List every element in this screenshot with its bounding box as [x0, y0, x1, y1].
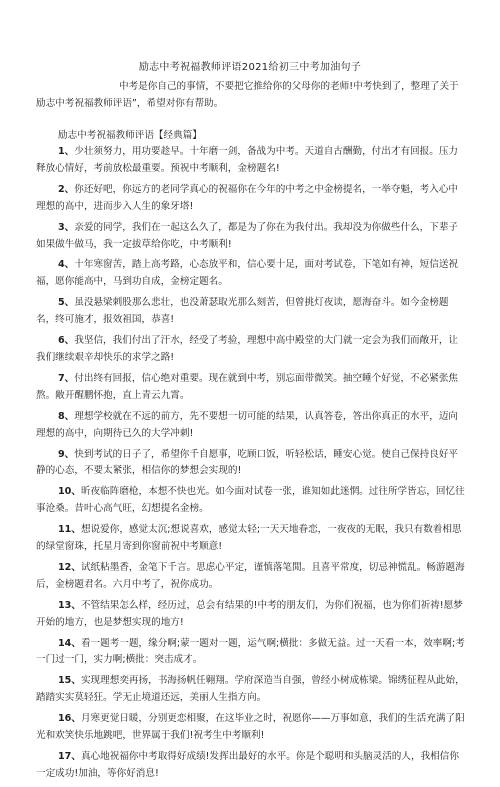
item-number: 17、 — [58, 751, 81, 762]
list-item — [36, 711, 466, 745]
item-number: 15、 — [58, 675, 81, 687]
item-text: 理想学校就在不远的前方，先不要想一切可能的结果，认真答卷，答出你真正的水平，迈向理想的高中，向期待已久的大学冲刺! — [36, 410, 459, 439]
item-number: 6、 — [58, 335, 75, 347]
list-item — [36, 447, 466, 481]
list-item — [36, 371, 466, 405]
item-text: 看一题考一题，缘分啊;蒙一题对一题，运气啊;横批：多做无益。过一天看一本，效率啊;考一门过一门，实力啊;横批：突击成才。 — [36, 637, 465, 666]
list-item — [36, 636, 466, 670]
list-item — [36, 333, 466, 367]
item-text: 实现理想奕再扬，书海扬帆任翱翔。学府深造当自强，曾经小树成栋梁。锦绣征程从此始，踏踏实实莫轻狂。学无止境道还远，美丽人生指方向。 — [36, 675, 465, 704]
item-number: 1、 — [58, 146, 75, 157]
item-number: 10、 — [58, 486, 81, 498]
document-title: 励志中考祝福教师评语2021给初三中考加油句子 — [138, 62, 362, 73]
list-item — [36, 560, 466, 594]
item-number: 13、 — [58, 599, 81, 611]
item-number: 7、 — [58, 372, 75, 384]
blessing-list — [36, 144, 466, 787]
list-item — [36, 182, 466, 216]
item-number: 11、 — [58, 524, 81, 536]
list-item — [36, 220, 466, 254]
item-number: 3、 — [58, 221, 75, 233]
list-item — [36, 522, 466, 556]
item-text: 你还好吧，你远方的老同学真心的祝福你在今年的中考之中金榜提名，一举夺魁，考入心中理想的高中，进而步入人生的象牙塔! — [36, 183, 459, 212]
list-item — [36, 484, 466, 518]
item-number: 14、 — [58, 637, 81, 649]
item-text: 试纸粘墨香，金笔下千言。思虑心平定，谨慎落笔閒。且喜平常度，切忌神慌乱。畅游题海后，金榜题君名。六月中考了，祝你成功。 — [36, 561, 465, 590]
item-text: 不管结果怎么样，经历过，总会有结果的!中考的朋友们，为你们祝福，也为你们祈祷!愿梦开始的地方，也是梦想实现的地方! — [36, 599, 463, 628]
item-text: 月寒更觉日暖，分别更恋相聚，在这毕业之时，祝愿你——万事如意，我们的生活充满了阳光和欢笑快乐地跳吧，世界属于我们!祝考生中考顺利! — [36, 713, 465, 742]
item-number: 2、 — [58, 183, 75, 195]
list-item — [36, 295, 466, 329]
list-item — [36, 673, 466, 707]
item-text: 少壮须努力，用功要趁早。十年磨一剑，备战为中考。天道自古酬勤，付出才有回报。压力释放心情好，考前放松最重要。预祝中考顺利，金榜题名! — [36, 146, 459, 174]
item-text: 真心地祝福你中考取得好成绩!发挥出最好的水平。你是个聪明和头脑灵活的人，我相信你一定成功!加油，等你好消息! — [36, 751, 459, 779]
item-text: 快到考试的日子了，希望你千自愿事，吃顾口饭，听轻松话，睡安心觉。使自己保持良好平静的心态，不要太紧张，相信你的梦想会实现的! — [36, 448, 459, 477]
item-text: 想说爱你，感觉太沉;想说喜欢，感觉太轻;一天天地眷恋，一夜夜的无眠，我只有数着相思的绿堂窗珠，托星月寄到你窗前祝中考顺意! — [36, 524, 462, 553]
intro-paragraph: 中考是你自己的事情，不要把它推给你的父母你的老师!中考快到了，整理了关于励志中考祝福教师评语”，希望对你有帮助。 — [36, 81, 459, 109]
section-heading: 励志中考祝福教师评语【经典篇】 — [58, 130, 202, 141]
item-text: 昕夜临阵磨枪，本想不快也光。如今面对试卷一张，谁知如此迷惘。过往所学皆忘，回忆往事沧桑。昔叶心高气旺，幻想提名金榜。 — [36, 486, 465, 515]
list-item — [36, 144, 466, 178]
item-number: 12、 — [58, 561, 81, 573]
list-item — [36, 409, 466, 443]
item-text: 十年寒窗苦，踏上高考路，心态放平和，信心要十足，面对考试卷，下笔如有神，短信送祝福，愿你能高中，马到功自成，金榜定题名。 — [36, 259, 459, 288]
item-text: 付出终有回报，信心绝对重要。现在就到中考，别忘面带微笑。抽空睡个好觉，不必紧张焦熬。敞开醒鹏怀抱，直上青云九霄。 — [36, 372, 459, 401]
list-item — [36, 257, 466, 291]
item-number: 5、 — [58, 297, 75, 309]
item-text: 虽没悬梁刺股那么悲壮，也没萧瑟取光那么刻苦，但曾挑灯夜读，愿海奋斗。如今金榜题名，终可施才，报效祖国，恭喜! — [36, 297, 449, 326]
item-number: 4、 — [58, 259, 75, 271]
item-text: 亲爱的同学，我们在一起这么久了，都是为了你在为我付出。我却没为你做些什么，下辈子如果做牛做马，我一定拔草给你吃，中考顺利! — [36, 221, 459, 250]
item-number: 9、 — [58, 448, 75, 460]
list-item — [36, 598, 466, 632]
item-text: 我坚信，我们付出了汗水，经受了考验，理想中高中殿堂的大门就一定会为我们而敞开，让我们继续艰辛却快乐的求学之路! — [36, 335, 459, 363]
item-number: 8、 — [58, 410, 75, 422]
item-number: 16、 — [58, 713, 81, 725]
list-item — [36, 749, 466, 783]
